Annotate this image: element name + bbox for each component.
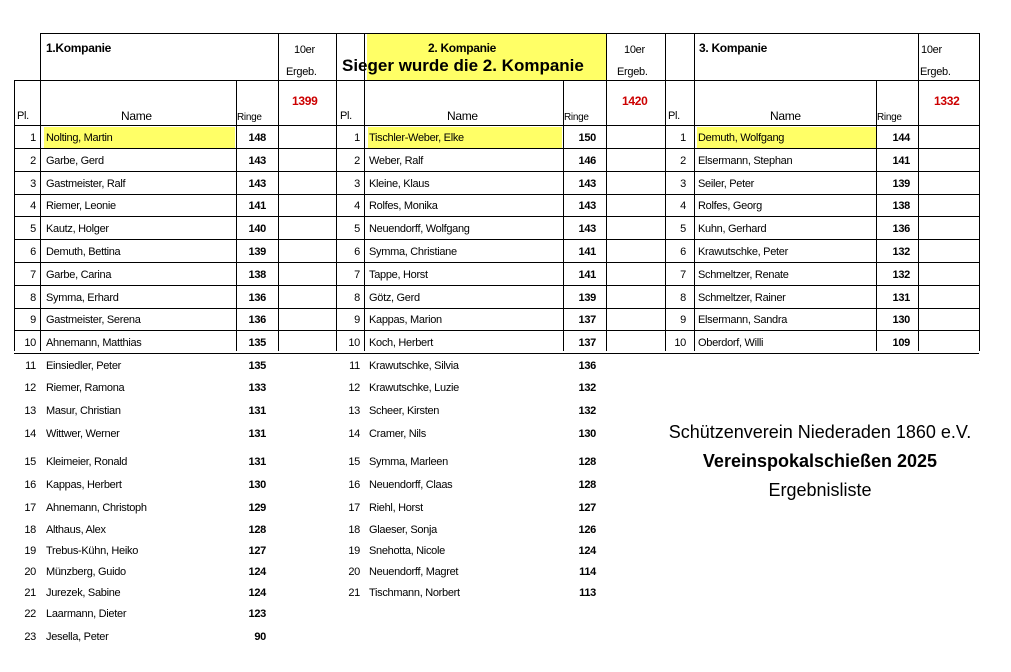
winner-banner: Sieger wurde die 2. Kompanie <box>342 56 584 75</box>
company-1-total: 1399 <box>292 94 318 108</box>
row-place: 3 <box>30 177 36 190</box>
company-3-col-10er: 10er <box>921 44 942 56</box>
row-place: 1 <box>30 132 36 144</box>
row-rings: 128 <box>248 524 266 536</box>
row-rings: 126 <box>578 524 596 536</box>
row-place: 13 <box>24 405 36 417</box>
row-place: 18 <box>348 524 360 536</box>
row-name: Trebus-Kühn, Heiko <box>46 545 139 557</box>
grid-hline <box>14 216 979 217</box>
list-subtitle: Ergebnisliste <box>768 480 872 500</box>
company-3-col-pl: Pl. <box>668 110 680 122</box>
row-rings: 114 <box>579 566 596 578</box>
row-name: Schmeltzer, Rainer <box>698 291 786 304</box>
row-rings: 124 <box>578 545 596 557</box>
row-rings: 135 <box>248 360 266 372</box>
row-name: Weber, Ralf <box>369 154 423 167</box>
row-name: Tappe, Horst <box>369 268 428 281</box>
row-rings: 132 <box>892 268 910 281</box>
grid-hline <box>14 285 979 286</box>
row-place: 5 <box>30 223 36 236</box>
row-place: 8 <box>354 291 360 304</box>
row-name: Neuendorff, Wolfgang <box>369 223 470 236</box>
row-name: Snehotta, Nicole <box>369 545 445 557</box>
row-place: 7 <box>30 268 36 281</box>
row-name: Symma, Christiane <box>369 246 457 258</box>
row-place: 19 <box>24 545 36 557</box>
row-rings: 150 <box>578 132 596 144</box>
row-place: 6 <box>680 246 686 258</box>
row-place: 12 <box>24 382 36 394</box>
company-2-col-10er: 10er <box>624 44 645 56</box>
row-rings: 131 <box>248 456 266 468</box>
row-name: Ahnemann, Matthias <box>46 337 142 350</box>
row-rings: 138 <box>892 200 910 213</box>
row-place: 2 <box>680 154 686 167</box>
row-place: 15 <box>24 456 36 468</box>
row-name: Cramer, Nils <box>369 428 426 440</box>
row-rings: 141 <box>892 154 910 167</box>
row-rings: 129 <box>248 502 266 514</box>
row-rings: 109 <box>892 337 910 350</box>
row-name: Kappas, Herbert <box>46 479 122 491</box>
company-1-col-ergeb: Ergeb. <box>286 66 317 78</box>
row-place: 6 <box>30 246 36 258</box>
row-rings: 128 <box>578 479 596 491</box>
row-name: Tischler-Weber, Elke <box>369 132 464 144</box>
company-2-col-pl: Pl. <box>340 110 352 122</box>
row-rings: 124 <box>248 587 266 599</box>
row-rings: 139 <box>892 177 910 190</box>
company-3-col-ringe: Ringe <box>877 112 902 123</box>
company-2-total: 1420 <box>622 94 648 108</box>
grid-hline <box>40 33 979 34</box>
row-rings: 141 <box>578 268 596 281</box>
row-place: 15 <box>348 456 360 468</box>
row-name: Koch, Herbert <box>369 337 433 350</box>
row-name: Nolting, Martin <box>46 132 113 144</box>
row-place: 6 <box>354 246 360 258</box>
company-1-col-name: Name <box>121 109 152 123</box>
row-rings: 137 <box>578 314 596 327</box>
row-rings: 141 <box>578 246 596 258</box>
company-2-col-ringe: Ringe <box>564 112 589 123</box>
row-place: 19 <box>348 545 360 557</box>
row-rings: 124 <box>248 566 266 578</box>
row-name: Symma, Marleen <box>369 456 448 468</box>
event-title: Vereinspokalschießen 2025 <box>702 451 938 471</box>
row-rings: 143 <box>248 154 266 167</box>
row-name: Garbe, Carina <box>46 268 112 281</box>
row-place: 7 <box>680 268 686 281</box>
row-rings: 138 <box>248 268 266 281</box>
row-rings: 131 <box>892 291 910 304</box>
row-rings: 135 <box>248 337 266 350</box>
company-2-col-ergeb: Ergeb. <box>617 66 648 78</box>
row-rings: 139 <box>248 246 266 258</box>
row-rings: 133 <box>248 382 266 394</box>
row-rings: 130 <box>248 479 266 491</box>
row-place: 3 <box>354 177 360 190</box>
row-name: Kappas, Marion <box>369 314 442 327</box>
row-place: 20 <box>348 566 360 578</box>
grid-hline <box>14 125 979 126</box>
row-place: 2 <box>30 154 36 167</box>
row-rings: 137 <box>578 337 596 350</box>
row-place: 14 <box>348 428 360 440</box>
company-1-col-10er: 10er <box>294 44 315 56</box>
row-place: 9 <box>680 314 686 327</box>
row-name: Krawutschke, Peter <box>698 246 788 258</box>
row-place: 13 <box>348 405 360 417</box>
row-name: Garbe, Gerd <box>46 154 104 167</box>
row-place: 12 <box>348 382 360 394</box>
row-place: 18 <box>24 524 36 536</box>
row-rings: 123 <box>248 608 266 620</box>
row-place: 10 <box>348 337 360 350</box>
row-name: Kleimeier, Ronald <box>46 456 128 468</box>
grid-hline <box>14 353 979 354</box>
company-3-col-ergeb: Ergeb. <box>920 66 951 78</box>
row-place: 17 <box>24 502 36 514</box>
row-name: Ahnemann, Christoph <box>46 502 147 514</box>
row-rings: 143 <box>248 177 266 190</box>
row-place: 5 <box>354 223 360 236</box>
row-rings: 132 <box>578 382 596 394</box>
row-rings: 140 <box>248 223 266 236</box>
row-rings: 143 <box>578 223 596 236</box>
row-name: Tischmann, Norbert <box>369 587 460 599</box>
row-name: Riemer, Ramona <box>46 382 125 394</box>
row-place: 8 <box>30 291 36 304</box>
row-rings: 132 <box>578 405 596 417</box>
row-name: Althaus, Alex <box>46 524 106 536</box>
row-place: 9 <box>30 314 36 327</box>
row-place: 14 <box>24 428 36 440</box>
row-rings: 127 <box>248 545 266 557</box>
row-place: 4 <box>30 200 36 213</box>
row-rings: 143 <box>578 177 596 190</box>
row-rings: 90 <box>254 631 266 643</box>
row-place: 7 <box>354 268 360 281</box>
grid-hline <box>14 262 979 263</box>
row-rings: 130 <box>578 428 596 440</box>
row-place: 22 <box>24 608 36 620</box>
row-name: Einsiedler, Peter <box>46 360 121 372</box>
row-name: Krawutschke, Silvia <box>369 360 459 372</box>
grid-hline <box>14 330 979 331</box>
row-name: Demuth, Wolfgang <box>698 132 785 144</box>
row-place: 9 <box>354 314 360 327</box>
row-rings: 141 <box>248 200 266 213</box>
row-name: Wittwer, Werner <box>46 428 120 440</box>
row-place: 11 <box>25 360 36 372</box>
row-name: Gastmeister, Serena <box>46 314 141 327</box>
row-rings: 144 <box>892 132 910 144</box>
company-1-col-pl: Pl. <box>17 110 29 122</box>
row-rings: 136 <box>892 223 910 236</box>
row-place: 5 <box>680 223 686 236</box>
row-place: 16 <box>348 479 360 491</box>
row-name: Jesella, Peter <box>46 631 109 643</box>
row-place: 10 <box>674 337 686 350</box>
row-name: Neuendorff, Claas <box>369 479 453 491</box>
row-rings: 128 <box>578 456 596 468</box>
row-place: 8 <box>680 291 686 304</box>
row-name: Demuth, Bettina <box>46 246 121 258</box>
row-place: 17 <box>348 502 360 514</box>
grid-hline <box>14 308 979 309</box>
row-name: Riemer, Leonie <box>46 200 116 213</box>
row-rings: 139 <box>578 291 596 304</box>
row-name: Gastmeister, Ralf <box>46 177 126 190</box>
row-rings: 146 <box>578 154 596 167</box>
row-name: Masur, Christian <box>46 405 121 417</box>
company-2-title: 2. Kompanie <box>428 41 497 55</box>
row-rings: 136 <box>248 314 266 327</box>
row-name: Elsermann, Stephan <box>698 154 793 167</box>
row-rings: 113 <box>579 587 596 599</box>
grid-hline <box>14 148 979 149</box>
row-place: 1 <box>354 132 360 144</box>
row-name: Glaeser, Sonja <box>369 524 437 536</box>
grid-hline <box>14 194 979 195</box>
row-rings: 131 <box>248 428 266 440</box>
row-place: 4 <box>354 200 360 213</box>
row-name: Oberdorf, Willi <box>698 337 764 350</box>
grid-hline <box>14 239 979 240</box>
row-name: Kleine, Klaus <box>369 177 430 190</box>
row-name: Kautz, Holger <box>46 223 109 236</box>
row-rings: 131 <box>248 405 266 417</box>
row-name: Seiler, Peter <box>698 177 755 190</box>
row-rings: 148 <box>248 132 266 144</box>
row-name: Münzberg, Guido <box>46 566 126 578</box>
row-name: Krawutschke, Luzie <box>369 382 459 394</box>
company-2-col-name: Name <box>447 109 478 123</box>
row-place: 10 <box>24 337 36 350</box>
row-rings: 130 <box>892 314 910 327</box>
grid-hline <box>14 171 979 172</box>
row-name: Elsermann, Sandra <box>698 314 788 327</box>
row-name: Laarmann, Dieter <box>46 608 127 620</box>
club-name: Schützenverein Niederaden 1860 e.V. <box>668 422 972 442</box>
row-name: Scheer, Kirsten <box>369 405 440 417</box>
row-place: 21 <box>24 587 36 599</box>
row-place: 1 <box>680 132 686 144</box>
row-place: 21 <box>348 587 360 599</box>
grid-hline <box>14 80 979 81</box>
row-name: Symma, Erhard <box>46 291 119 304</box>
row-place: 4 <box>680 200 686 213</box>
row-place: 16 <box>24 479 36 491</box>
row-rings: 136 <box>248 291 266 304</box>
row-name: Schmeltzer, Renate <box>698 268 789 281</box>
row-rings: 143 <box>578 200 596 213</box>
row-name: Jurezek, Sabine <box>46 587 121 599</box>
company-3-col-name: Name <box>770 109 801 123</box>
grid-vline <box>979 33 980 351</box>
row-name: Riehl, Horst <box>369 502 423 514</box>
row-name: Neuendorff, Magret <box>369 566 459 578</box>
row-name: Kuhn, Gerhard <box>698 223 767 236</box>
row-name: Götz, Gerd <box>369 291 420 304</box>
company-1-title: 1.Kompanie <box>46 41 112 55</box>
row-name: Rolfes, Georg <box>698 200 762 213</box>
row-name: Rolfes, Monika <box>369 200 438 213</box>
company-1-col-ringe: Ringe <box>237 112 262 123</box>
row-rings: 127 <box>578 502 596 514</box>
row-place: 2 <box>354 154 360 167</box>
row-place: 3 <box>680 177 686 190</box>
row-place: 23 <box>24 631 36 643</box>
company-3-total: 1332 <box>934 94 960 108</box>
row-place: 20 <box>24 566 36 578</box>
company-3-title: 3. Kompanie <box>699 41 768 55</box>
row-rings: 132 <box>892 246 910 258</box>
row-rings: 136 <box>578 360 596 372</box>
row-place: 11 <box>349 360 360 372</box>
